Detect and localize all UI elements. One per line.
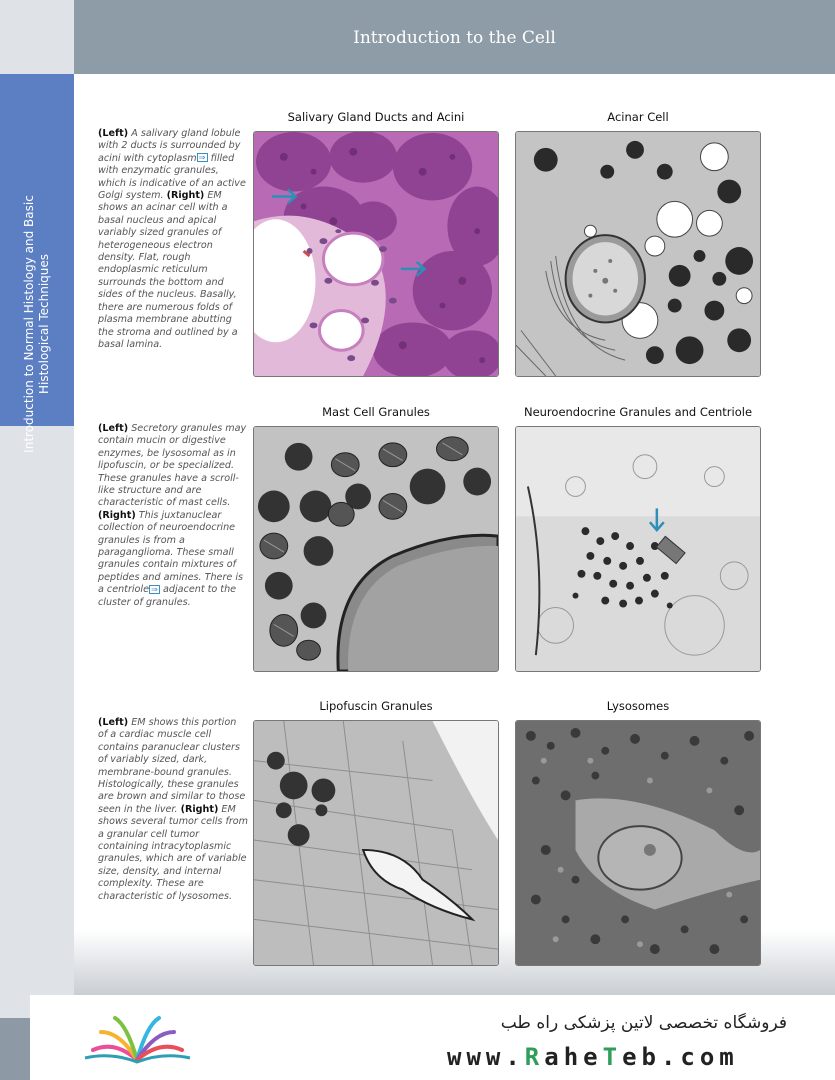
figure-title-lipofuscin: Lipofuscin Granules (319, 699, 433, 713)
caption-row-3 (98, 717, 248, 903)
book-logo-icon (75, 1010, 200, 1070)
figure-acinar-cell (515, 131, 761, 377)
figure-title-lysosomes: Lysosomes (606, 699, 670, 713)
figure-title-mast: Mast Cell Granules (322, 405, 430, 419)
caption-text: EM shows several tumor cells from a granular cell tumor containing intracytoplasmic granules, which are of variable size, density, and internal complexity. These are characteristic of lysosomes. (98, 803, 249, 902)
caption-label-left: (Left) (98, 423, 129, 434)
footer-banner (30, 995, 835, 1080)
figure-title-neuro: Neuroendocrine Granules and Centriole (523, 405, 753, 419)
caption-label-left: (Left) (98, 128, 129, 139)
figure-neuroendocrine (515, 426, 761, 672)
caption-text: filled with enzymatic granules, which is indicative of an active Golgi system. (98, 152, 246, 202)
page-title: Introduction to the Cell (353, 28, 556, 48)
caption-text: A salivary gland lobule with 2 ducts is surrounded by acini with cytoplasm (98, 128, 241, 164)
header-bar (74, 0, 835, 74)
caption-label-right: (Right) (98, 509, 136, 521)
chapter-tab (0, 74, 74, 453)
acinar-em-image (516, 132, 760, 376)
chapter-title: Introduction to Normal Histology and Basic Histological Techniques (22, 195, 51, 453)
salivary-histology-image (254, 132, 498, 376)
lipofuscin-em-image (254, 721, 498, 965)
url-part: eb.com (622, 1043, 739, 1071)
url-part: ahe (544, 1043, 603, 1071)
caption-row-1 (98, 128, 248, 351)
caption-text: This juxtanuclear collection of neuroendocrine granules is from a paraganglioma. These small granules contain mixtures of peptides and amines. There is a centriole (98, 509, 244, 596)
figure-title-acinar: Acinar Cell (607, 110, 669, 124)
caption-text: adjacent to the cluster of granules. (98, 584, 237, 608)
caption-label-left: (Left) (98, 717, 129, 728)
figure-title-salivary: Salivary Gland Ducts and Acini (287, 110, 465, 124)
caption-label-right: (Right) (166, 190, 205, 202)
url-part: R (524, 1043, 545, 1071)
caption-text: EM shows this portion of a cardiac muscle cell contains paranuclear clusters of variably sized, dark, membrane-bound granules. Histologically, these granules are brown and similar to those seen in the liver. (98, 717, 246, 815)
figure-lysosomes (515, 720, 761, 966)
caption-text: EM shows an acinar cell with a basal nucleus and apical variably sized granules of heterogeneous electron density. Flat, rough endoplasmic reticulum surrounds the bottom and sides of the nucleus. Basally, there are numerous folds of plasma membrane abutting the stroma and outlined by a basal lamina. (98, 190, 238, 350)
lysosomes-em-image (516, 721, 760, 965)
caption-row-2 (98, 423, 248, 609)
arrow-icon: ⇒ (197, 153, 208, 162)
url-part: T (602, 1043, 623, 1071)
figure-lipofuscin (253, 720, 499, 966)
store-name: فروشگاه تخصصی لاتین پزشکی راه طب (500, 1013, 787, 1033)
left-rail-footer-block (0, 1018, 30, 1080)
figure-salivary-gland (253, 131, 499, 377)
neuroendocrine-em-image (516, 427, 760, 671)
mast-cell-em-image (254, 427, 498, 671)
caption-label-right: (Right) (180, 803, 219, 815)
caption-text: Secretory granules may contain mucin or digestive enzymes, be lysosomal as in lipofuscin, or be specialized. These granules have a scroll-like structure and are characteristic of mast cells. (98, 423, 247, 509)
arrow-icon: ⇒ (149, 585, 160, 594)
figure-mast-cell (253, 426, 499, 672)
url-part: www. (447, 1043, 525, 1071)
store-url[interactable] (447, 1043, 739, 1071)
